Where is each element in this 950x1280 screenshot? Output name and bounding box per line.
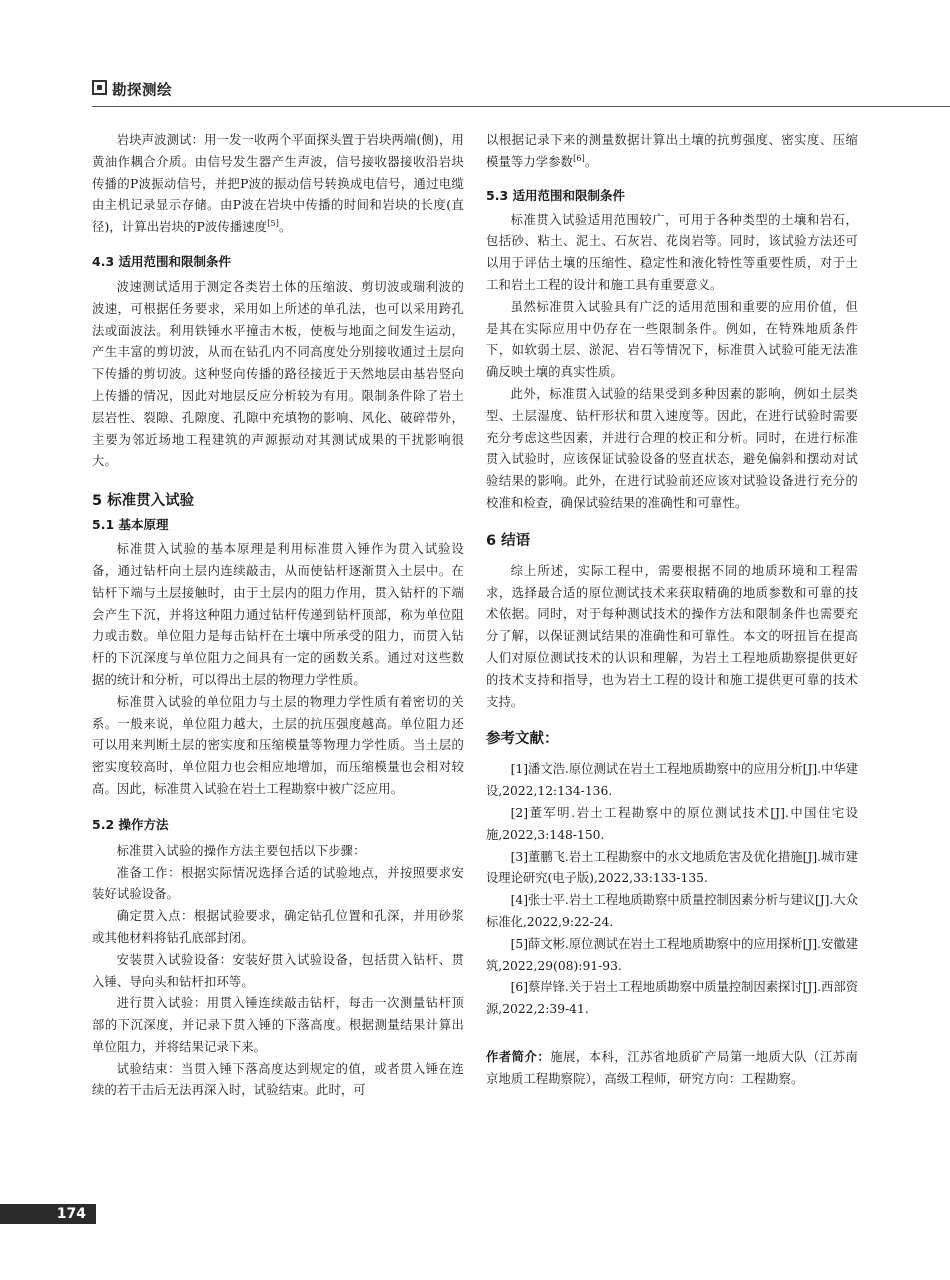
paragraph: 进行贯入试验：用贯入锤连续敲击钻杆，每击一次测量钻杆顶部的下沉深度，并记录下贯入锤的下落高度。根据测量结果计算出单位阻力，并将结果记录下来。 bbox=[92, 996, 464, 1054]
journal-title: 勘探测绘 bbox=[112, 83, 172, 99]
page-number: 174 bbox=[0, 1204, 96, 1224]
reference-item: [5]薛文彬.原位测试在岩土工程地质勘察中的应用探析[J].安徽建筑,2022,29(08):91-93. bbox=[486, 936, 858, 973]
paragraph: 波速测试适用于测定各类岩土体的压缩波、剪切波或瑞利波的波速，可根据任务要求，采用如上所述的单孔法，也可以采用跨孔法或面波法。利用铁锤水平撞击木板，使板与地面之间发生运动，产生丰富的剪切波，从而在钻孔内不同高度处分别接收通过土层向下传播的剪切波。这种竖向传播的路径接近于天然地层由基岩竖向上传播的情况，因此对地层反应分析较为有用。限制条件除了岩土层岩性、裂隙、孔隙度、孔隙中充填物的影响、风化、破碎带外，主要为邻近场地工程建筑的声源振动对其测试成果的干扰影响很大。 bbox=[92, 279, 464, 469]
section-heading-4-3: 4.3 适用范围和限制条件 bbox=[92, 253, 231, 269]
author-bio: 作者简介：施展，本科，江苏省地质矿产局第一地质大队（江苏南京地质工程勘察院），高级工程师，研究方向：工程勘察。 bbox=[486, 1049, 858, 1086]
section-heading-5-1: 5.1 基本原理 bbox=[92, 517, 169, 533]
paragraph: 标准贯入试验的基本原理是利用标准贯入锤作为贯入试验设备，通过钻杆向土层内连续敲击，从而使钻杆逐渐贯入土层中。在钻杆下端与土层接触时，由于土层内的阻力作用，贯入钻杆的下端会产生下沉，并将这种阻力通过钻杆传递到钻杆顶部，称为单位阻力或击数。单位阻力是每击钻杆在土壤中所承受的阻力，而贯入钻杆的下沉深度与单位阻力之间具有一定的函数关系。通过对这些数据的统计和分析，可以得出土层的物理力学性质。 bbox=[92, 542, 464, 687]
journal-logo-icon bbox=[92, 80, 107, 95]
paragraph: 岩块声波测试：用一发一收两个平面探头置于岩块两端(侧)，用黄油作耦合介质。由信号发生器产生声波，信号接收器接收沿岩块传播的P波振动信号，并把P波的振动信号转换成电信号，通过电缆由主机记录显示存储。由P波在岩块中传播的时间和岩块的长度(直径)，计算出岩块的P波传播速度[5]。 bbox=[92, 133, 464, 235]
reference-item: [2]董军明.岩土工程勘察中的原位测试技术[J].中国住宅设施,2022,3:148-150. bbox=[486, 805, 858, 842]
section-heading-5-3: 5.3 适用范围和限制条件 bbox=[486, 187, 625, 203]
reference-item: [6]蔡岸锋.关于岩土工程地质勘察中质量控制因素探讨[J].西部资源,2022,2:39-41. bbox=[486, 980, 858, 1017]
section-heading-6: 6 结语 bbox=[486, 532, 531, 549]
paragraph: 标准贯入试验适用范围较广，可用于各种类型的土壤和岩石，包括砂、粘土、泥土、石灰岩、花岗岩等。同时，该试验方法还可以用于评估土壤的压缩性、稳定性和液化特性等重要性质，对于土工和岩土工程的设计和施工具有重要意义。 bbox=[486, 212, 858, 292]
paragraph: 试验结束：当贯入锤下落高度达到规定的值，或者贯入锤在连续的若干击后无法再深入时，试验结束。此时，可 bbox=[92, 1061, 464, 1098]
paragraph: 准备工作：根据实际情况选择合适的试验地点，并按照要求安装好试验设备。 bbox=[92, 865, 464, 902]
section-heading-5-2: 5.2 操作方法 bbox=[92, 816, 169, 832]
paragraph: 以根据记录下来的测量数据计算出土壤的抗剪强度、密实度、压缩模量等力学参数[6]。 bbox=[486, 133, 858, 169]
paragraph: 安装贯入试验设备：安装好贯入试验设备，包括贯入钻杆、贯入锤、导向头和钻杆扣环等。 bbox=[92, 952, 464, 989]
left-column bbox=[92, 130, 464, 1102]
section-heading-5: 5 标准贯入试验 bbox=[92, 493, 195, 510]
paragraph: 虽然标准贯入试验具有广泛的适用范围和重要的应用价值，但是其在实际应用中仍存在一些限制条件。例如，在特殊地质条件下，如软弱土层、淤泥、岩石等情况下，标准贯入试验可能无法准确反映土壤的真实性质。 bbox=[486, 299, 858, 380]
page-header bbox=[92, 76, 950, 107]
references-heading: 参考文献： bbox=[486, 731, 559, 748]
author-label: 作者简介： bbox=[486, 1049, 551, 1064]
reference-item: [3]董鹏飞.岩土工程勘察中的水文地质危害及优化措施[J].城市建设理论研究(电子版),2022,33:133-135. bbox=[486, 849, 858, 886]
paragraph: 确定贯入点：根据试验要求，确定钻孔位置和孔深，并用砂浆或其他材料将钻孔底部封闭。 bbox=[92, 909, 464, 945]
reference-item: [4]张士平.岩土工程地质勘察中质量控制因素分析与建议[J].大众标准化,2022,9:22-24. bbox=[486, 893, 858, 929]
paragraph: 标准贯入试验的单位阻力与土层的物理力学性质有着密切的关系。一般来说，单位阻力越大，土层的抗压强度越高。单位阻力还可以用来判断土层的密实度和压缩模量等物理力学性质。当土层的密实度较高时，单位阻力也会相应地增加，而压缩模量也会相对较高。因此，标准贯入试验在岩土工程勘察中被广泛应用。 bbox=[92, 694, 464, 796]
paragraph: 标准贯入试验的操作方法主要包括以下步骤： bbox=[116, 843, 366, 858]
paragraph: 综上所述，实际工程中，需要根据不同的地质环境和工程需求，选择最合适的原位测试技术来获取精确的地质参数和可靠的技术依据。同时，对于每种测试技术的操作方法和限制条件也需要充分了解，以保证测试结果的准确性和可靠性。本文的呀扭旨在提高人们对原位测试技术的认识和理解，为岩土工程地质勘察提供更好的技术支持和指导，也为岩土工程的设计和施工提供更可靠的技术支持。 bbox=[486, 563, 858, 709]
paragraph: 此外，标准贯入试验的结果受到多种因素的影响，例如土层类型、土层湿度、钻杆形状和贯入速度等。因此，在进行试验时需要充分考虑这些因素，并进行合理的校正和分析。同时，在进行标准贯入试验时，应该保证试验设备的竖直状态，避免偏斜和摆动对试验结果的影响。此外，在进行试验前还应该对试验设备进行充分的校准和检查，确保试验结果的准确性和可靠性。 bbox=[486, 386, 858, 510]
right-column bbox=[486, 130, 858, 1090]
reference-item: [1]潘文浩.原位测试在岩土工程地质勘察中的应用分析[J].中华建设,2022,12:134-136. bbox=[486, 762, 858, 799]
